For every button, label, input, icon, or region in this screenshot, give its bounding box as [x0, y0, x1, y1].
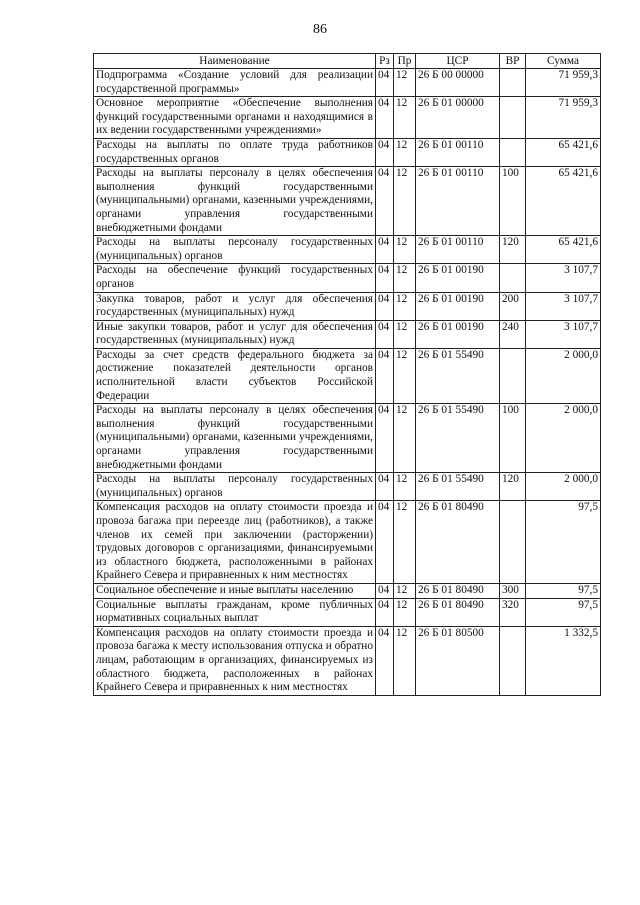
header-rz: Рз — [376, 54, 394, 69]
row-name: Социальные выплаты гражданам, кроме публичных нормативных социальных выплат — [94, 598, 376, 626]
row-sum: 2 000,0 — [526, 348, 601, 403]
row-pr: 12 — [394, 236, 416, 264]
row-name: Иные закупки товаров, работ и услуг для обеспечения государственных (муниципальных) нужд — [94, 320, 376, 348]
row-name: Расходы на обеспечение функций государственных органов — [94, 264, 376, 292]
row-sum: 2 000,0 — [526, 473, 601, 501]
row-vr — [500, 264, 526, 292]
row-sum: 3 107,7 — [526, 320, 601, 348]
row-pr: 12 — [394, 320, 416, 348]
table-row — [94, 320, 601, 348]
row-csr: 26 Б 01 00110 — [416, 138, 500, 166]
row-vr — [500, 501, 526, 584]
table-row — [94, 501, 601, 584]
row-name: Расходы на выплаты персоналу государственных (муниципальных) органов — [94, 236, 376, 264]
row-vr — [500, 348, 526, 403]
row-rz: 04 — [376, 292, 394, 320]
row-vr: 300 — [500, 583, 526, 598]
row-csr: 26 Б 01 55490 — [416, 404, 500, 473]
header-vr: ВР — [500, 54, 526, 69]
row-vr: 240 — [500, 320, 526, 348]
row-rz: 04 — [376, 404, 394, 473]
row-name: Расходы на выплаты по оплате труда работников государственных органов — [94, 138, 376, 166]
table-row — [94, 348, 601, 403]
row-rz: 04 — [376, 138, 394, 166]
row-pr: 12 — [394, 348, 416, 403]
row-csr: 26 Б 01 80490 — [416, 501, 500, 584]
table-row — [94, 626, 601, 695]
row-vr — [500, 138, 526, 166]
row-name: Компенсация расходов на оплату стоимости проезда и провоза багажа при переезде лиц (работников), а также членов их семей при заключении (расторжении) трудовых договоров с организациями, финансируемыми из областного бюджета, расположенными в районах Крайнего Севера и приравненных к ним местностях — [94, 501, 376, 584]
row-name: Подпрограмма «Создание условий для реализации государственной программы» — [94, 69, 376, 97]
row-name: Компенсация расходов на оплату стоимости проезда и провоза багажа к месту использования отпуска и обратно лицам, работающим в организациях, финансируемых из областного бюджета, расположенных в районах Крайнего Севера и приравненных к ним местностях — [94, 626, 376, 695]
row-pr: 12 — [394, 404, 416, 473]
row-name: Основное мероприятие «Обеспечение выполнения функций государственными органами и находящимися в их ведении государственными учреждениями» — [94, 97, 376, 139]
row-pr: 12 — [394, 69, 416, 97]
row-csr: 26 Б 01 00110 — [416, 236, 500, 264]
row-sum: 2 000,0 — [526, 404, 601, 473]
row-name: Расходы на выплаты персоналу государственных (муниципальных) органов — [94, 473, 376, 501]
row-pr: 12 — [394, 598, 416, 626]
row-csr: 26 Б 01 00190 — [416, 264, 500, 292]
header-sum: Сумма — [526, 54, 601, 69]
row-sum: 65 421,6 — [526, 138, 601, 166]
table-row — [94, 264, 601, 292]
table-row — [94, 167, 601, 236]
row-sum: 65 421,6 — [526, 167, 601, 236]
table-row — [94, 583, 601, 598]
table-row — [94, 236, 601, 264]
row-csr: 26 Б 01 55490 — [416, 348, 500, 403]
row-rz: 04 — [376, 264, 394, 292]
row-rz: 04 — [376, 598, 394, 626]
row-pr: 12 — [394, 97, 416, 139]
row-sum: 3 107,7 — [526, 292, 601, 320]
row-name: Расходы на выплаты персоналу в целях обеспечения выполнения функций государственными (муниципальными) органами, казенными учреждениями, органами управления государственными внебюджетными фондами — [94, 404, 376, 473]
row-pr: 12 — [394, 138, 416, 166]
row-csr: 26 Б 01 80500 — [416, 626, 500, 695]
row-name: Закупка товаров, работ и услуг для обеспечения государственных (муниципальных) нужд — [94, 292, 376, 320]
row-csr: 26 Б 01 00190 — [416, 292, 500, 320]
row-rz: 04 — [376, 583, 394, 598]
row-sum: 65 421,6 — [526, 236, 601, 264]
row-csr: 26 Б 01 00000 — [416, 97, 500, 139]
row-sum: 97,5 — [526, 598, 601, 626]
row-rz: 04 — [376, 348, 394, 403]
table-row — [94, 292, 601, 320]
budget-table — [93, 53, 601, 696]
table-row — [94, 69, 601, 97]
header-name: Наименование — [94, 54, 376, 69]
header-csr: ЦСР — [416, 54, 500, 69]
page-number: 86 — [313, 22, 327, 37]
header-pr: Пр — [394, 54, 416, 69]
row-csr: 26 Б 01 55490 — [416, 473, 500, 501]
row-csr: 26 Б 00 00000 — [416, 69, 500, 97]
row-sum: 71 959,3 — [526, 97, 601, 139]
row-name: Расходы за счет средств федерального бюджета за достижение показателей деятельности органов исполнительной власти субъектов Российской Федерации — [94, 348, 376, 403]
row-csr: 26 Б 01 00110 — [416, 167, 500, 236]
row-rz: 04 — [376, 236, 394, 264]
row-sum: 97,5 — [526, 583, 601, 598]
row-vr: 100 — [500, 167, 526, 236]
row-rz: 04 — [376, 69, 394, 97]
row-vr: 120 — [500, 236, 526, 264]
row-rz: 04 — [376, 167, 394, 236]
row-sum: 1 332,5 — [526, 626, 601, 695]
row-csr: 26 Б 01 00190 — [416, 320, 500, 348]
row-vr: 200 — [500, 292, 526, 320]
row-sum: 97,5 — [526, 501, 601, 584]
row-rz: 04 — [376, 626, 394, 695]
row-vr — [500, 626, 526, 695]
row-pr: 12 — [394, 264, 416, 292]
row-pr: 12 — [394, 473, 416, 501]
row-sum: 3 107,7 — [526, 264, 601, 292]
row-pr: 12 — [394, 583, 416, 598]
row-rz: 04 — [376, 473, 394, 501]
row-vr: 100 — [500, 404, 526, 473]
row-vr — [500, 69, 526, 97]
table-row — [94, 473, 601, 501]
row-pr: 12 — [394, 626, 416, 695]
row-vr: 320 — [500, 598, 526, 626]
row-pr: 12 — [394, 292, 416, 320]
row-name: Расходы на выплаты персоналу в целях обеспечения выполнения функций государственными (муниципальными) органами, казенными учреждениями, органами управления государственными внебюджетными фондами — [94, 167, 376, 236]
row-sum: 71 959,3 — [526, 69, 601, 97]
row-pr: 12 — [394, 501, 416, 584]
row-rz: 04 — [376, 501, 394, 584]
row-csr: 26 Б 01 80490 — [416, 583, 500, 598]
table-row — [94, 598, 601, 626]
table-row — [94, 404, 601, 473]
row-name: Социальное обеспечение и иные выплаты населению — [94, 583, 376, 598]
row-csr: 26 Б 01 80490 — [416, 598, 500, 626]
table-header-row — [94, 54, 601, 69]
row-vr — [500, 97, 526, 139]
row-pr: 12 — [394, 167, 416, 236]
table-row — [94, 138, 601, 166]
row-vr: 120 — [500, 473, 526, 501]
row-rz: 04 — [376, 97, 394, 139]
table-row — [94, 97, 601, 139]
row-rz: 04 — [376, 320, 394, 348]
